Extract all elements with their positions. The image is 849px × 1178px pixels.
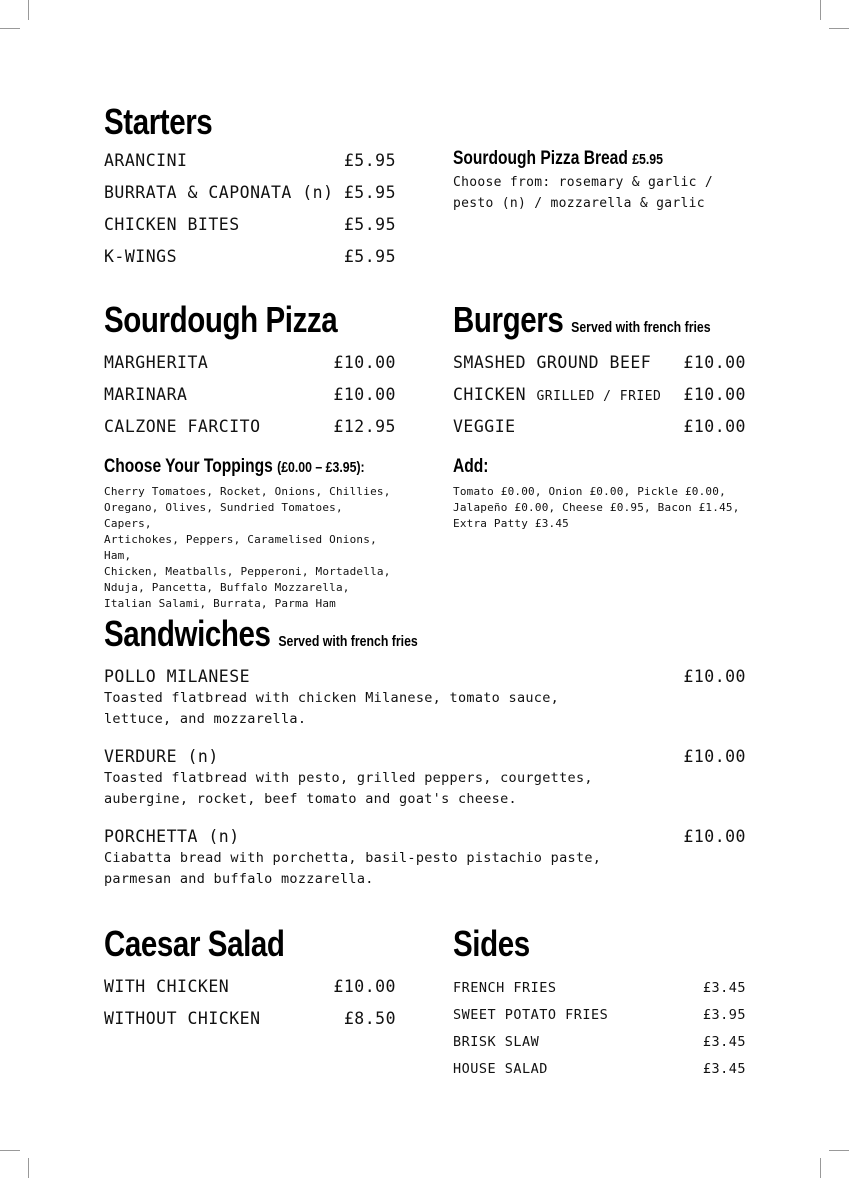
sandwich-item [104,744,746,814]
menu-item [104,176,396,208]
toppings-line: Cherry Tomatoes, Rocket, Onions, Chillies, [104,485,391,498]
item-name: POLLO MILANESE [104,666,251,686]
pizza-bread-desc-line: pesto (n) / mozzarella & garlic [453,196,705,211]
item-name: BRISK SLAW [453,1033,540,1050]
item-name: K-WINGS [104,246,178,266]
item-price: £12.95 [333,416,396,436]
menu-item [104,144,396,176]
crop-mark [0,28,20,29]
burgers-section [453,300,746,532]
crop-mark [829,1150,849,1151]
sides-title: Sides [453,923,530,964]
pizza-title: Sourdough Pizza [104,299,338,340]
item-name: SMASHED GROUND BEEF [453,352,652,372]
menu-item [453,378,746,410]
add-line: Tomato £0.00, Onion £0.00, Pickle £0.00, [453,485,726,498]
item-price: £3.95 [702,1006,746,1023]
crop-mark [820,0,821,20]
item-name: ARANCINI [104,150,188,170]
menu-item [104,410,396,442]
item-price: £5.95 [343,182,396,202]
pizza-bread-price: £5.95 [632,151,663,168]
crop-mark [28,0,29,20]
item-price: £8.50 [343,1008,396,1028]
item-price: £10.00 [683,666,746,686]
item-desc: aubergine, rocket, beef tomato and goat's cheese. [104,791,517,807]
item-desc: parmesan and buffalo mozzarella. [104,871,374,887]
item-name: WITH CHICKEN [104,976,230,996]
item-price: £5.95 [343,246,396,266]
starters-section [104,102,396,272]
item-name: SWEET POTATO FRIES [453,1006,609,1023]
crop-mark [0,1150,20,1151]
toppings-line: Oregano, Olives, Sundried Tomatoes, Capers, [104,501,343,530]
item-price: £10.00 [683,826,746,846]
item-price: £10.00 [683,746,746,766]
burgers-heading: Burgers [453,299,564,340]
crop-mark [829,28,849,29]
item-price: £3.45 [702,1060,746,1077]
add-line: Extra Patty £3.45 [453,517,569,530]
menu-item [104,208,396,240]
item-name: CHICKEN BITES [104,214,240,234]
item-price: £10.00 [333,384,396,404]
menu-item [453,410,746,442]
add-title: Add: [453,456,489,477]
item-price: £10.00 [683,352,746,372]
starters-title: Starters [104,101,213,142]
item-name: WITHOUT CHICKEN [104,1008,261,1028]
item-price: £5.95 [343,150,396,170]
toppings-line: Artichokes, Peppers, Caramelised Onions, Ham, [104,533,377,562]
item-name: MARGHERITA [104,352,209,372]
pizza-bread-title [453,146,699,172]
toppings-title [104,454,365,480]
item-name: VEGGIE [453,416,516,436]
toppings-heading: Choose Your Toppings [104,456,273,477]
item-name: CHICKEN [453,384,527,404]
item-price: £10.00 [683,416,746,436]
caesar-title: Caesar Salad [104,923,285,964]
sides-section [453,924,746,1082]
item-price: £3.45 [702,979,746,996]
menu-item [453,1028,746,1055]
item-desc: Toasted flatbread with chicken Milanese, tomato sauce, [104,690,560,706]
item-desc: Ciabatta bread with porchetta, basil-pesto pistachio paste, [104,850,602,866]
item-price: £3.45 [702,1033,746,1050]
menu-item [104,240,396,272]
crop-mark [820,1158,821,1178]
toppings-line: Italian Salami, Burrata, Parma Ham [104,597,336,610]
item-note: GRILLED / FRIED [536,388,662,404]
item-name: HOUSE SALAD [453,1060,548,1077]
menu-item [453,346,746,378]
item-name: VERDURE (n) [104,746,219,766]
menu-item [104,378,396,410]
add-line: Jalapeño £0.00, Cheese £0.95, Bacon £1.45, [453,501,740,514]
item-name: PORCHETTA (n) [104,826,240,846]
item-name: MARINARA [104,384,188,404]
toppings-line: Chicken, Meatballs, Pepperoni, Mortadella, [104,565,391,578]
pizza-bread-name: Sourdough Pizza Bread [453,148,628,169]
sandwich-item [104,664,746,734]
item-price: £5.95 [343,214,396,234]
burgers-subtitle: Served with french fries [571,319,711,336]
sandwiches-heading: Sandwiches [104,613,271,654]
menu-item [104,970,396,1002]
sandwich-item [104,824,746,894]
item-price: £10.00 [333,976,396,996]
item-price: £10.00 [683,384,746,404]
crop-mark [28,1158,29,1178]
item-desc: Toasted flatbread with pesto, grilled peppers, courgettes, [104,770,593,786]
toppings-line: Nduja, Pancetta, Buffalo Mozzarella, [104,581,350,594]
caesar-section [104,924,396,1034]
menu-item [104,346,396,378]
sandwiches-section [104,614,746,904]
menu-item [453,974,746,1001]
pizza-bread-section [453,146,753,214]
pizza-bread-desc-line: Choose from: rosemary & garlic / [453,175,714,190]
sandwiches-subtitle: Served with french fries [278,633,418,650]
item-desc: lettuce, and mozzarella. [104,711,307,727]
menu-item [453,1055,746,1082]
pizza-section [104,300,396,612]
item-name: CALZONE FARCITO [104,416,261,436]
item-name: BURRATA & CAPONATA (n) [104,182,334,202]
menu-item [453,1001,746,1028]
sandwiches-title [104,614,630,654]
item-price: £10.00 [333,352,396,372]
burgers-title [453,299,711,340]
item-name: FRENCH FRIES [453,979,557,996]
toppings-range: (£0.00 – £3.95): [277,459,365,476]
menu-item [104,1002,396,1034]
